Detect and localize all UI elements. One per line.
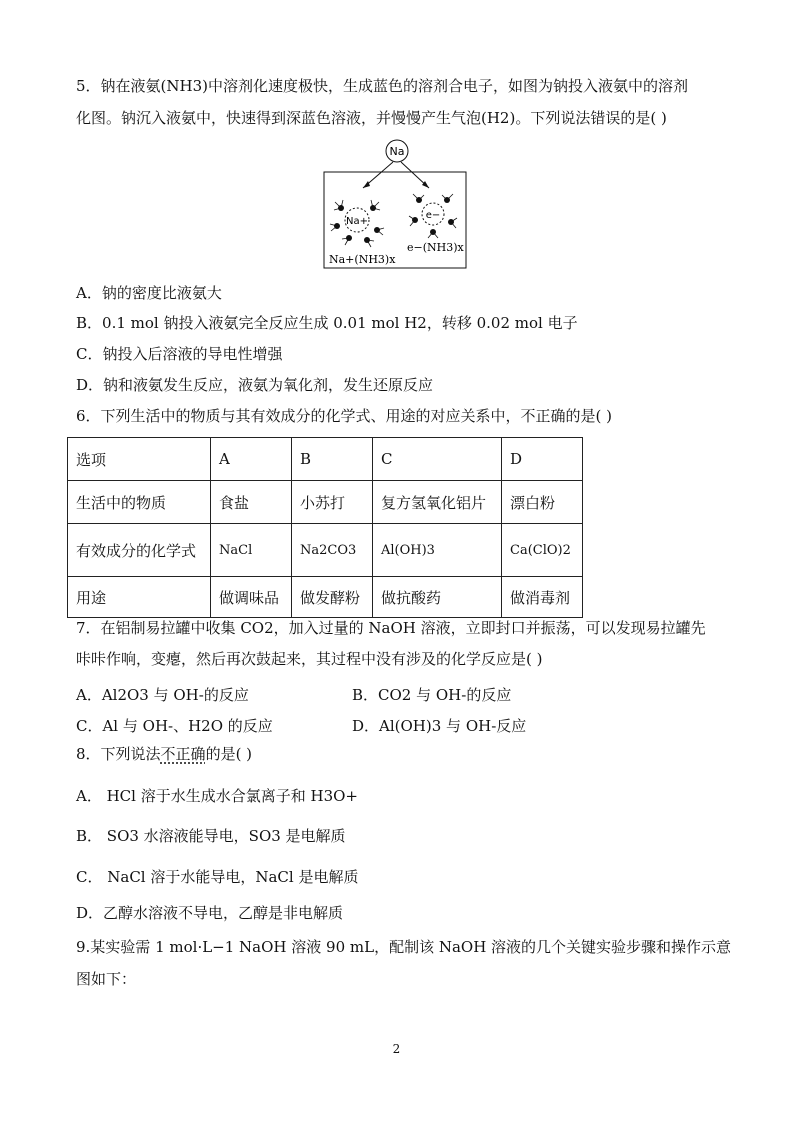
table-cell: D xyxy=(502,438,583,481)
sodium-solvation-diagram xyxy=(323,138,468,270)
q6-stem: 6．下列生活中的物质与其有效成分的化学式、用途的对应关系中，不正确的是( ) xyxy=(76,407,613,425)
q9-stem-line2: 图如下： xyxy=(76,970,137,988)
table-cell: 做消毒剂 xyxy=(502,577,583,618)
q5-option-b: B．0.1 mol 钠投入液氨完全反应生成 0.01 mol H2，转移 0.02 mol 电子 xyxy=(76,314,578,332)
diagram-svg xyxy=(323,138,468,270)
q5-stem-line2: 化图。钠沉入液氨中，快速得到深蓝色溶液，并慢慢产生气泡(H2)。下列说法错误的是( ) xyxy=(76,109,667,127)
q8-option-a: A． HCl 溶于水生成水合氯离子和 H3O+ xyxy=(76,787,358,805)
table-cell: 食盐 xyxy=(211,481,292,524)
q5-stem-line1: 5．钠在液氨(NH3)中溶剂化速度极快，生成蓝色的溶剂合电子，如图为钠投入液氨中的溶剂 xyxy=(76,77,689,95)
electron-caption: e−(NH3)x xyxy=(407,241,464,254)
q5-option-a: A．钠的密度比液氨大 xyxy=(76,284,222,302)
q8-option-d: D．乙醇水溶液不导电，乙醇是非电解质 xyxy=(76,904,344,922)
q7-option-d: D．Al(OH)3 与 OH-反应 xyxy=(352,717,527,735)
table-cell: Ca(ClO)2 xyxy=(502,524,583,577)
q9-stem-line1: 9.某实验需 1 mol·L−1 NaOH 溶液 90 mL，配制该 NaOH 溶液的几个关键实验步骤和操作示意 xyxy=(76,938,732,956)
q7-option-a: A．Al2O3 与 OH-的反应 xyxy=(76,686,249,704)
table-row xyxy=(68,577,583,618)
table-cell: NaCl xyxy=(211,524,292,577)
table-cell: 生活中的物质 xyxy=(68,481,211,524)
electron-label: e− xyxy=(425,210,441,221)
table-cell: 小苏打 xyxy=(292,481,373,524)
table-row xyxy=(68,481,583,524)
q8-option-c: C． NaCl 溶于水能导电，NaCl 是电解质 xyxy=(76,868,359,886)
q7-option-c: C．Al 与 OH-、H2O 的反应 xyxy=(76,717,273,735)
table-cell: 做抗酸药 xyxy=(373,577,502,618)
table-cell: B xyxy=(292,438,373,481)
table-row xyxy=(68,438,583,481)
table-row xyxy=(68,524,583,577)
q5-option-d: D．钠和液氨发生反应，液氨为氧化剂，发生还原反应 xyxy=(76,376,434,394)
table-cell: A xyxy=(211,438,292,481)
q8-stem xyxy=(76,744,252,764)
cation-caption: Na+(NH3)x xyxy=(329,253,396,266)
table-cell: 做发酵粉 xyxy=(292,577,373,618)
table-cell: 选项 xyxy=(68,438,211,481)
q6-table xyxy=(67,437,583,618)
table-cell: 有效成分的化学式 xyxy=(68,524,211,577)
q8-stem-emphasis: 不正确 xyxy=(160,745,206,763)
q5-option-c: C．钠投入后溶液的导电性增强 xyxy=(76,345,283,363)
table-cell: C xyxy=(373,438,502,481)
q7-option-b: B．CO2 与 OH-的反应 xyxy=(352,686,512,704)
table-cell: Al(OH)3 xyxy=(373,524,502,577)
na-atom-label: Na xyxy=(389,145,405,158)
page-number: 2 xyxy=(392,1042,401,1056)
table-cell: 用途 xyxy=(68,577,211,618)
q8-stem-post: 的是( ) xyxy=(205,745,253,763)
arrow-left-head xyxy=(363,181,370,188)
table-cell: 漂白粉 xyxy=(502,481,583,524)
q8-option-b: B． SO3 水溶液能导电，SO3 是电解质 xyxy=(76,827,346,845)
q8-stem-pre: 8．下列说法 xyxy=(76,745,161,763)
cation-label: Na+ xyxy=(346,216,368,227)
q7-stem-line1: 7．在铝制易拉罐中收集 CO2，加入过量的 NaOH 溶液，立即封口并振荡，可以发现易拉罐先 xyxy=(76,619,706,637)
table-cell: Na2CO3 xyxy=(292,524,373,577)
table-cell: 做调味品 xyxy=(211,577,292,618)
q7-stem-line2: 咔咔作响，变瘪，然后再次鼓起来，其过程中没有涉及的化学反应是( ) xyxy=(76,650,543,668)
table-cell: 复方氢氧化铝片 xyxy=(373,481,502,524)
